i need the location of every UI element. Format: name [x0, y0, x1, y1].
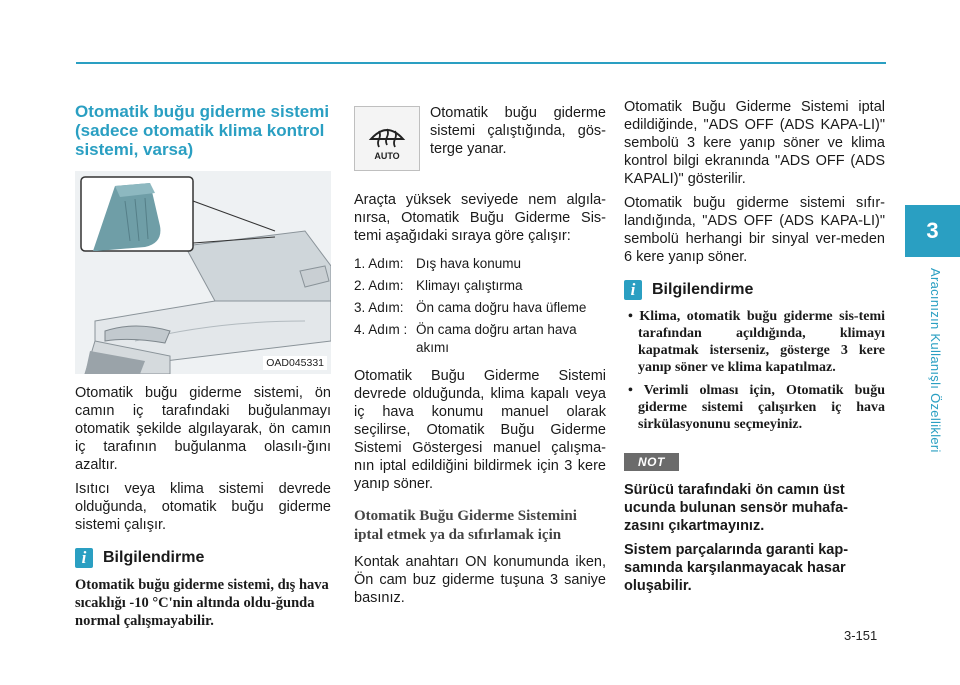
car-illustration: [75, 171, 331, 374]
step-num: 2. Adım:: [354, 278, 404, 293]
step-num: 3. Adım:: [354, 300, 404, 315]
subheading: Otomatik Buğu Giderme Sistemini iptal etmek ya da sıfırlamak için: [354, 508, 577, 543]
info-header: [75, 548, 331, 568]
info-icon: i: [75, 548, 93, 568]
section-heading: Otomatik buğu giderme sistemi (sadece otomatik klima kontrol sistemi, varsa): [75, 102, 330, 159]
paragraph: Otomatik Buğu Giderme Sistemi iptal edildiğinde, "ADS OFF (ADS KAPA-LI)" sembolü 3 kere yanıp söner ve klima kontrol bilgi ekranında "ADS OFF (ADS KAPALI)" gösterilir.: [624, 99, 885, 187]
step-text: Ön cama doğru hava üfleme: [416, 300, 587, 315]
step-item: [354, 299, 606, 317]
paragraph: Otomatik buğu giderme sistemi, ön camın iç tarafındaki buğulanmayı otomatik şekilde algılayarak, ön camın iç tarafının buğulanma olasılı-ğını azaltır.: [75, 385, 331, 473]
column-3: [624, 98, 885, 601]
figure-label: OAD045331: [263, 356, 327, 370]
info-header: [624, 280, 885, 300]
chapter-tab: [905, 205, 960, 257]
chapter-title: Aracınızın Kullanışlı Özellikleri: [928, 268, 943, 453]
chapter-number: 3: [926, 218, 939, 243]
column-2: [354, 98, 606, 613]
bullet-item: • Klima, otomatik buğu giderme sis-temi tarafından açıldığında, klimayı kapatmak isterseniz, gösterge 3 kere yanıp söner ve klima kapatılmaz.: [628, 309, 885, 375]
page-number: 3-151: [844, 628, 878, 643]
indicator-text: Otomatik buğu giderme sistemi çalıştığında, gös-terge yanar.: [430, 105, 606, 157]
intro-text: Araçta yüksek seviyede nem algıla-nırsa, Otomatik Buğu Giderme Sis-temi aşağıdaki sıraya göre çalışır:: [354, 192, 606, 244]
step-item: [354, 277, 606, 295]
auto-defog-indicator-icon: [354, 106, 420, 171]
step-num: 4. Adım :: [354, 322, 408, 337]
step-item: [354, 321, 606, 357]
note-text: Sistem parçalarında garanti kap-samında karşılanmayacak hasar oluşabilir.: [624, 542, 849, 594]
info-icon: i: [624, 280, 642, 300]
paragraph: Kontak anahtarı ON konumunda iken, Ön cam buz giderme tuşuna 3 saniye basınız.: [354, 554, 606, 606]
auto-label: AUTO: [374, 150, 400, 161]
info-title: Bilgilendirme: [103, 549, 205, 566]
bullet-item: • Verimli olması için, Otomatik buğu giderme sistemi çalışırken iç hava sirkülasyonunu seçmeyiniz.: [628, 383, 885, 432]
note-badge: NOT: [624, 453, 679, 471]
paragraph: Otomatik buğu giderme sistemi sıfır-landığında, "ADS OFF (ADS KAPA-LI)" sembolü herhangi bir sinyal ver-meden 6 kere yanıp söner.: [624, 195, 885, 265]
top-rule: [76, 62, 886, 64]
steps-list: [354, 255, 606, 357]
paragraph: Otomatik Buğu Giderme Sistemi devrede olduğunda, klima kapalı veya iç hava konumu manuel olarak seçilirse, Otomatik Buğu Giderme Sistemi Göstergesi manuel çalışma-nın iptal edildiğini bildirmek için 3 kere yanıp söner.: [354, 368, 606, 492]
info-text: Otomatik buğu giderme sistemi, dış hava sıcaklığı -10 °C'nin altında oldu-ğunda normal çalışmayabilir.: [75, 577, 329, 629]
step-text: Dış hava konumu: [416, 256, 522, 271]
info-bullets: [624, 308, 885, 433]
car-sensor-figure: [75, 171, 331, 374]
info-title: Bilgilendirme: [652, 281, 754, 298]
column-1: [75, 98, 331, 630]
paragraph: Isıtıcı veya klima sistemi devrede olduğunda, otomatik buğu giderme sistemi çalışır.: [75, 481, 331, 533]
step-num: 1. Adım:: [354, 256, 404, 271]
note-text: Sürücü tarafındaki ön camın üst ucunda bulunan sensör muhafa-zasını çıkartmayınız.: [624, 482, 848, 534]
step-text: Klimayı çalıştırma: [416, 278, 523, 293]
step-item: [354, 255, 606, 273]
step-text: Ön cama doğru artan hava akımı: [416, 322, 577, 355]
